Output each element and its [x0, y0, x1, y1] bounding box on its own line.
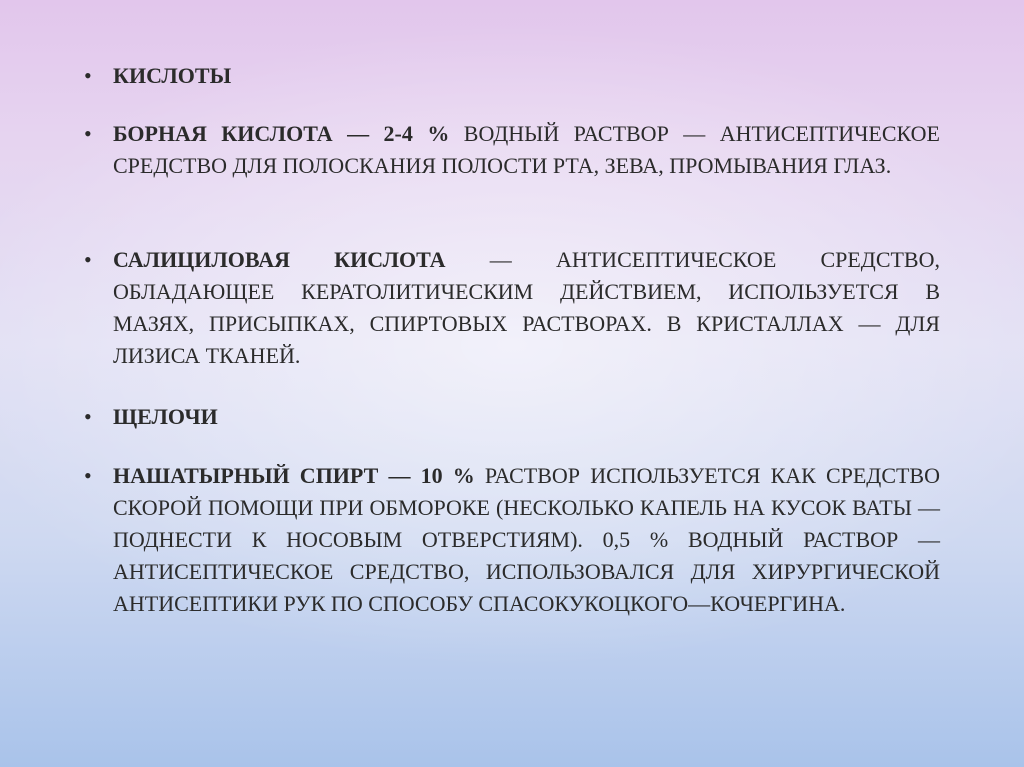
bullet-dot: •: [84, 63, 92, 88]
bullet-text: [113, 244, 940, 372]
bullet-salicylic-acid: [84, 244, 940, 372]
bullet-term: КИСЛОТЫ: [113, 63, 232, 88]
bullet-ammonia-solution: [84, 460, 940, 620]
bullet-dot: •: [84, 404, 92, 429]
bullet-term: БОРНАЯ КИСЛОТА — 2-4 %: [113, 121, 450, 146]
bullet-boric-acid: [84, 118, 940, 182]
bullet-dot: •: [84, 121, 92, 146]
bullet-description: — АНТИСЕПТИЧЕСКОЕ СРЕДСТВО, ОБЛАДАЮЩЕЕ КЕРАТОЛИТИЧЕСКИМ ДЕЙСТВИЕМ, ИСПОЛЬЗУЕТСЯ В МАЗЯХ, ПРИСЫПКАХ, СПИРТОВЫХ РАСТВОРАХ. В КРИСТАЛЛАХ — ДЛЯ ЛИЗИСА ТКАНЕЙ.: [113, 247, 940, 368]
bullet-text: [113, 460, 940, 620]
bullet-description: ВОДНЫЙ РАСТВОР — АНТИСЕПТИЧЕСКОЕ СРЕДСТВО ДЛЯ ПОЛОСКАНИЯ ПОЛОСТИ РТА, ЗЕВА, ПРОМЫВАНИЯ ГЛАЗ.: [113, 121, 940, 178]
bullet-text: [113, 118, 940, 182]
bullet-term: НАШАТЫРНЫЙ СПИРТ — 10 %: [113, 463, 475, 488]
bullet-dot: •: [84, 463, 92, 488]
bullet-text: [113, 60, 940, 92]
bullet-acids-heading: [84, 60, 940, 92]
bullet-dot: •: [84, 247, 92, 272]
bullet-description: РАСТВОР ИСПОЛЬЗУЕТСЯ КАК СРЕДСТВО СКОРОЙ ПОМОЩИ ПРИ ОБМОРОКЕ (НЕСКОЛЬКО КАПЕЛЬ НА КУСОК ВАТЫ — ПОДНЕСТИ К НОСОВЫМ ОТВЕРСТИЯМ). 0,5 % ВОДНЫЙ РАСТВОР — АНТИСЕПТИЧЕСКОЕ СРЕДСТВО, ИСПОЛЬЗОВАЛСЯ ДЛЯ ХИРУРГИЧЕСКОЙ АНТИСЕПТИКИ РУК ПО СПОСОБУ СПАСОКУКОЦКОГО—КОЧЕРГИНА.: [113, 463, 940, 616]
slide-content: [84, 56, 940, 736]
bullet-alkalis-heading: [84, 401, 940, 433]
bullet-term: САЛИЦИЛОВАЯ КИСЛОТА: [113, 247, 446, 272]
bullet-term: ЩЕЛОЧИ: [113, 404, 218, 429]
bullet-text: [113, 401, 940, 433]
